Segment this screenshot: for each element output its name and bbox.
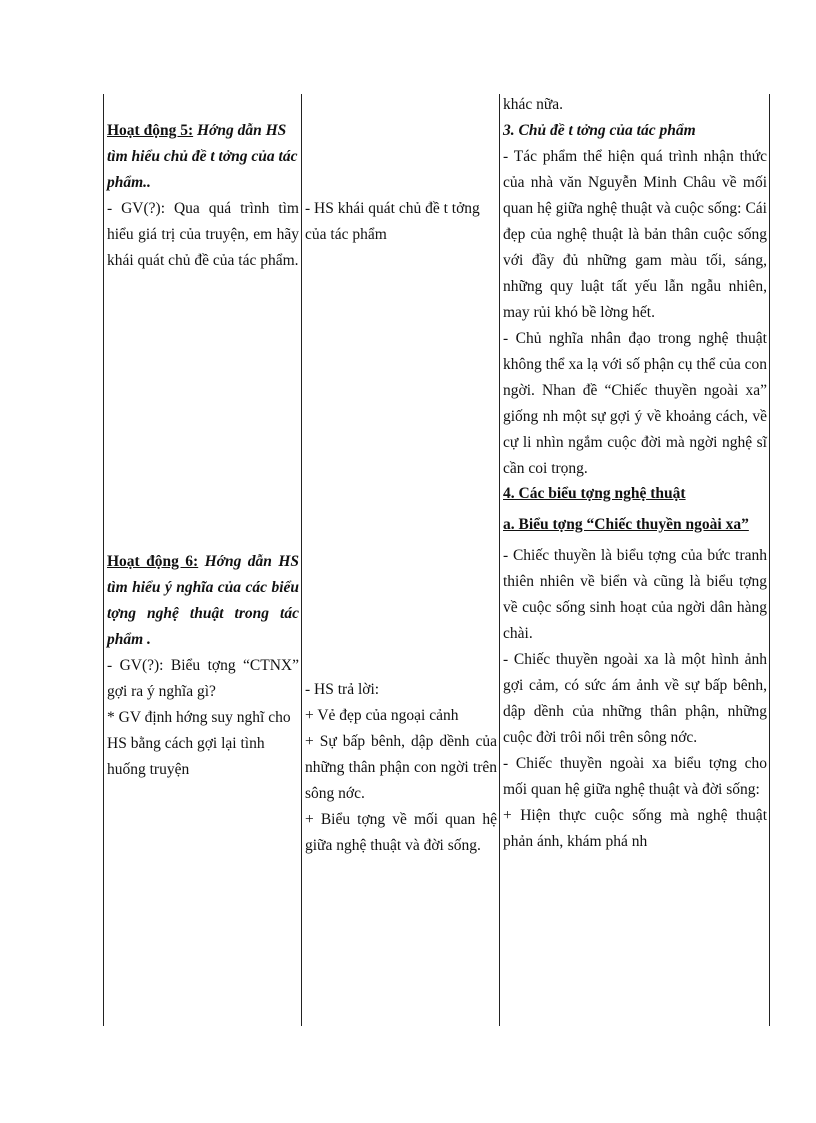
- activity-5-heading: [107, 118, 299, 196]
- activity-5-question: - GV(?): Qua quá trình tìm hiểu giá trị của truyện, em hãy khái quát chủ đề của tác phẩm.: [107, 200, 299, 269]
- content-column: [503, 92, 767, 855]
- section-4a-heading: a. Biểu tợng “Chiếc thuyền ngoài xa”: [503, 516, 749, 533]
- answer-6-item-1: + Vẻ đẹp của ngoại cảnh: [305, 707, 459, 724]
- section-3-paragraph-2: - Chủ nghĩa nhân đạo trong nghệ thuật không thể xa lạ với số phận cụ thể của con ngời. Nhan đề “Chiếc thuyền ngoài xa” giống nh một sự gợi ý về khoảng cách, về cự li nhìn ngắm cuộc đời mà ngời nghệ sĩ cần coi trọng.: [503, 330, 767, 477]
- answer-6-heading: - HS trả lời:: [305, 681, 380, 698]
- activity-6-title: Hớng dẫn HS tìm hiểu ý nghĩa của các biểu tợng nghệ thuật trong tác phẩm .: [107, 553, 299, 648]
- teacher-activity-column: [107, 118, 299, 274]
- section-4-paragraph-4: + Hiện thực cuộc sống mà nghệ thuật phản ánh, khám phá nh: [503, 807, 767, 850]
- student-answer-5: [305, 196, 497, 248]
- section-3-paragraph-1: - Tác phẩm thể hiện quá trình nhận thức của nhà văn Nguyễn Minh Châu về mối quan hệ giữa nghệ thuật và cuộc sống: Cái đẹp của nghệ thuật là bản thân cuộc sống với đầy đủ những gam màu tối, sáng, những quy luật tất yếu lẫn ngẫu nhiên, may rủi khó bề lờng hết.: [503, 148, 767, 321]
- section-3-heading: 3. Chủ đề t tởng của tác phẩm: [503, 122, 696, 139]
- section-4-heading: 4. Các biểu tợng nghệ thuật: [503, 485, 686, 502]
- answer-6-item-3: + Biểu tợng về mối quan hệ giữa nghệ thuật và đời sống.: [305, 811, 497, 854]
- activity-5-label: Hoạt động 5:: [107, 122, 194, 139]
- activity-6-label: Hoạt động 6:: [107, 553, 199, 570]
- answer-6-item-2: + Sự bấp bênh, dập dềnh của những thân phận con ngời trên sông nớc.: [305, 733, 497, 802]
- student-answer-6: [305, 677, 497, 859]
- activity-6-note: * GV định hớng suy nghĩ cho HS bằng cách gợi lại tình huống truyện: [107, 709, 291, 778]
- answer-5-text: - HS khái quát chủ đề t tởng của tác phẩm: [305, 200, 480, 243]
- table-border-left: [103, 94, 104, 1026]
- table-border-mid-1: [301, 94, 302, 1026]
- teacher-activity-6: [107, 549, 299, 783]
- table-border-mid-2: [499, 94, 500, 1026]
- section-4-paragraph-3: - Chiếc thuyền ngoài xa biểu tợng cho mối quan hệ giữa nghệ thuật và đời sống:: [503, 755, 767, 798]
- activity-6-question: - GV(?): Biểu tợng “CTNX” gợi ra ý nghĩa gì?: [107, 657, 299, 700]
- activity-5-title: Hớng dẫn HS tìm hiểu chủ đề t tởng của tác phẩm..: [107, 122, 298, 191]
- activity-6-heading: [107, 549, 299, 653]
- table-border-right: [769, 94, 770, 1026]
- section-4-paragraph-2: - Chiếc thuyền ngoài xa là một hình ảnh gợi cảm, có sức ám ảnh về sự bấp bênh, dập dềnh của những thân phận, những cuộc đời trôi nổi trên sông nớc.: [503, 651, 767, 746]
- content-intro: khác nữa.: [503, 96, 564, 113]
- section-4-paragraph-1: - Chiếc thuyền là biểu tợng của bức tranh thiên nhiên về biển và cũng là biểu tợng về cuộc sống sinh hoạt của ngời dân hàng chài.: [503, 547, 767, 642]
